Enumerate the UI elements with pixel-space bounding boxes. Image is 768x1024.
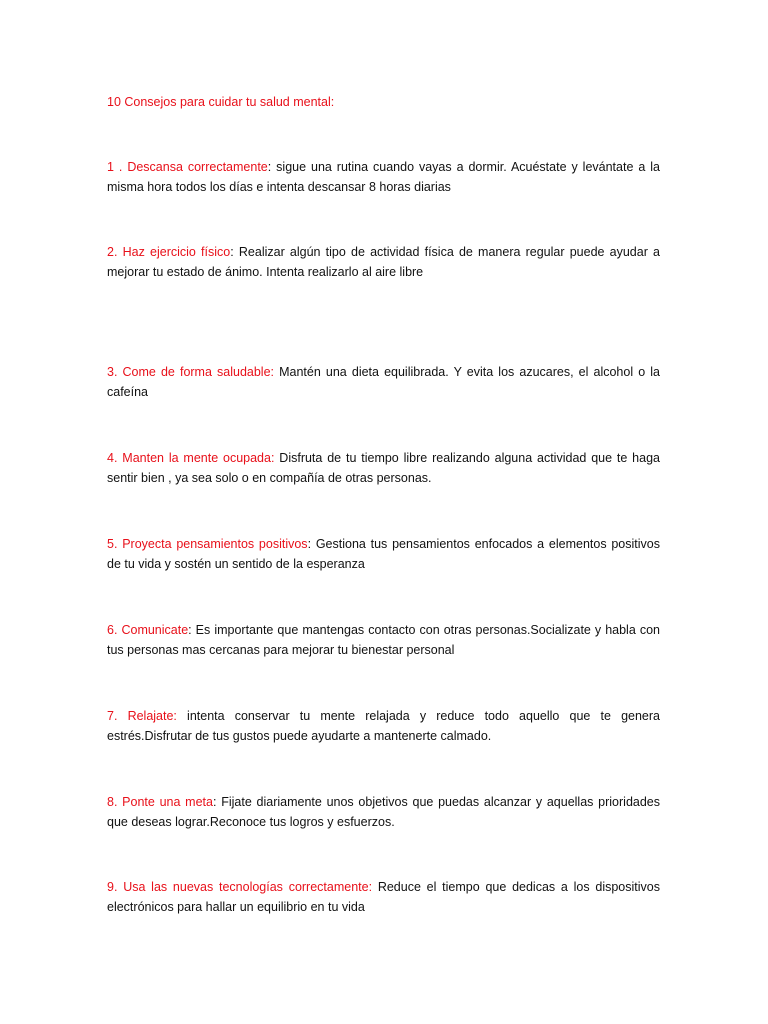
tip-label: 5. Proyecta pensamientos positivos [107, 537, 308, 551]
document-title: 10 Consejos para cuidar tu salud mental: [107, 95, 335, 109]
tip-label: 3. Come de forma saludable: [107, 365, 275, 379]
tip-text: Reduce el tiempo que dedicas a los dispositivos electrónicos para hallar un equilibrio en tu vida [107, 880, 660, 914]
tip-text: Disfruta de tu tiempo libre realizando alguna actividad que te haga sentir bien , ya sea solo o en compañía de otras personas. [107, 451, 660, 485]
tip-text: Mantén una dieta equilibrada. Y evita los azucares, el alcohol o la cafeína [107, 365, 660, 399]
tip-8 [107, 792, 660, 832]
tip-9 [107, 877, 660, 917]
tip-2 [107, 242, 660, 282]
tip-text: : Fijate diariamente unos objetivos que puedas alcanzar y aquellas prioridades que deseas lograr.Reconoce tus logros y esfuerzos. [107, 795, 661, 829]
tip-text: : sigue una rutina cuando vayas a dormir. Acuéstate y levántate a la misma hora todos los días e intenta descansar 8 horas diarias [107, 160, 660, 194]
tip-label: 1 . Descansa correctamente [107, 160, 268, 174]
tip-7 [107, 706, 660, 746]
tip-5 [107, 534, 660, 574]
tip-label: 2. Haz ejercicio físico [107, 245, 231, 259]
tip-3 [107, 362, 660, 402]
tip-text: intenta conservar tu mente relajada y reduce todo aquello que te genera estrés.Disfrutar de tus gustos puede ayudarte a mantenerte calmado. [107, 709, 660, 743]
tip-label: 7. Relajate: [107, 709, 177, 723]
tip-text: : Realizar algún tipo de actividad física de manera regular puede ayudar a mejorar tu estado de ánimo. Intenta realizarlo al aire libre [107, 245, 660, 279]
tip-6 [107, 620, 660, 660]
tip-label: 8. Ponte una meta [107, 795, 213, 809]
tip-text: : Gestiona tus pensamientos enfocados a elementos positivos de tu vida y sostén un sentido de la esperanza [107, 537, 660, 571]
tip-label: 6. Comunicate [107, 623, 189, 637]
tip-1 [107, 157, 660, 197]
tip-4 [107, 448, 660, 488]
tip-text: : Es importante que mantengas contacto con otras personas.Socializate y habla con tus personas mas cercanas para mejorar tu bienestar personal [107, 623, 660, 657]
tip-label: 9. Usa las nuevas tecnologías correctamente: [107, 880, 373, 894]
tip-label: 4. Manten la mente ocupada: [107, 451, 275, 465]
